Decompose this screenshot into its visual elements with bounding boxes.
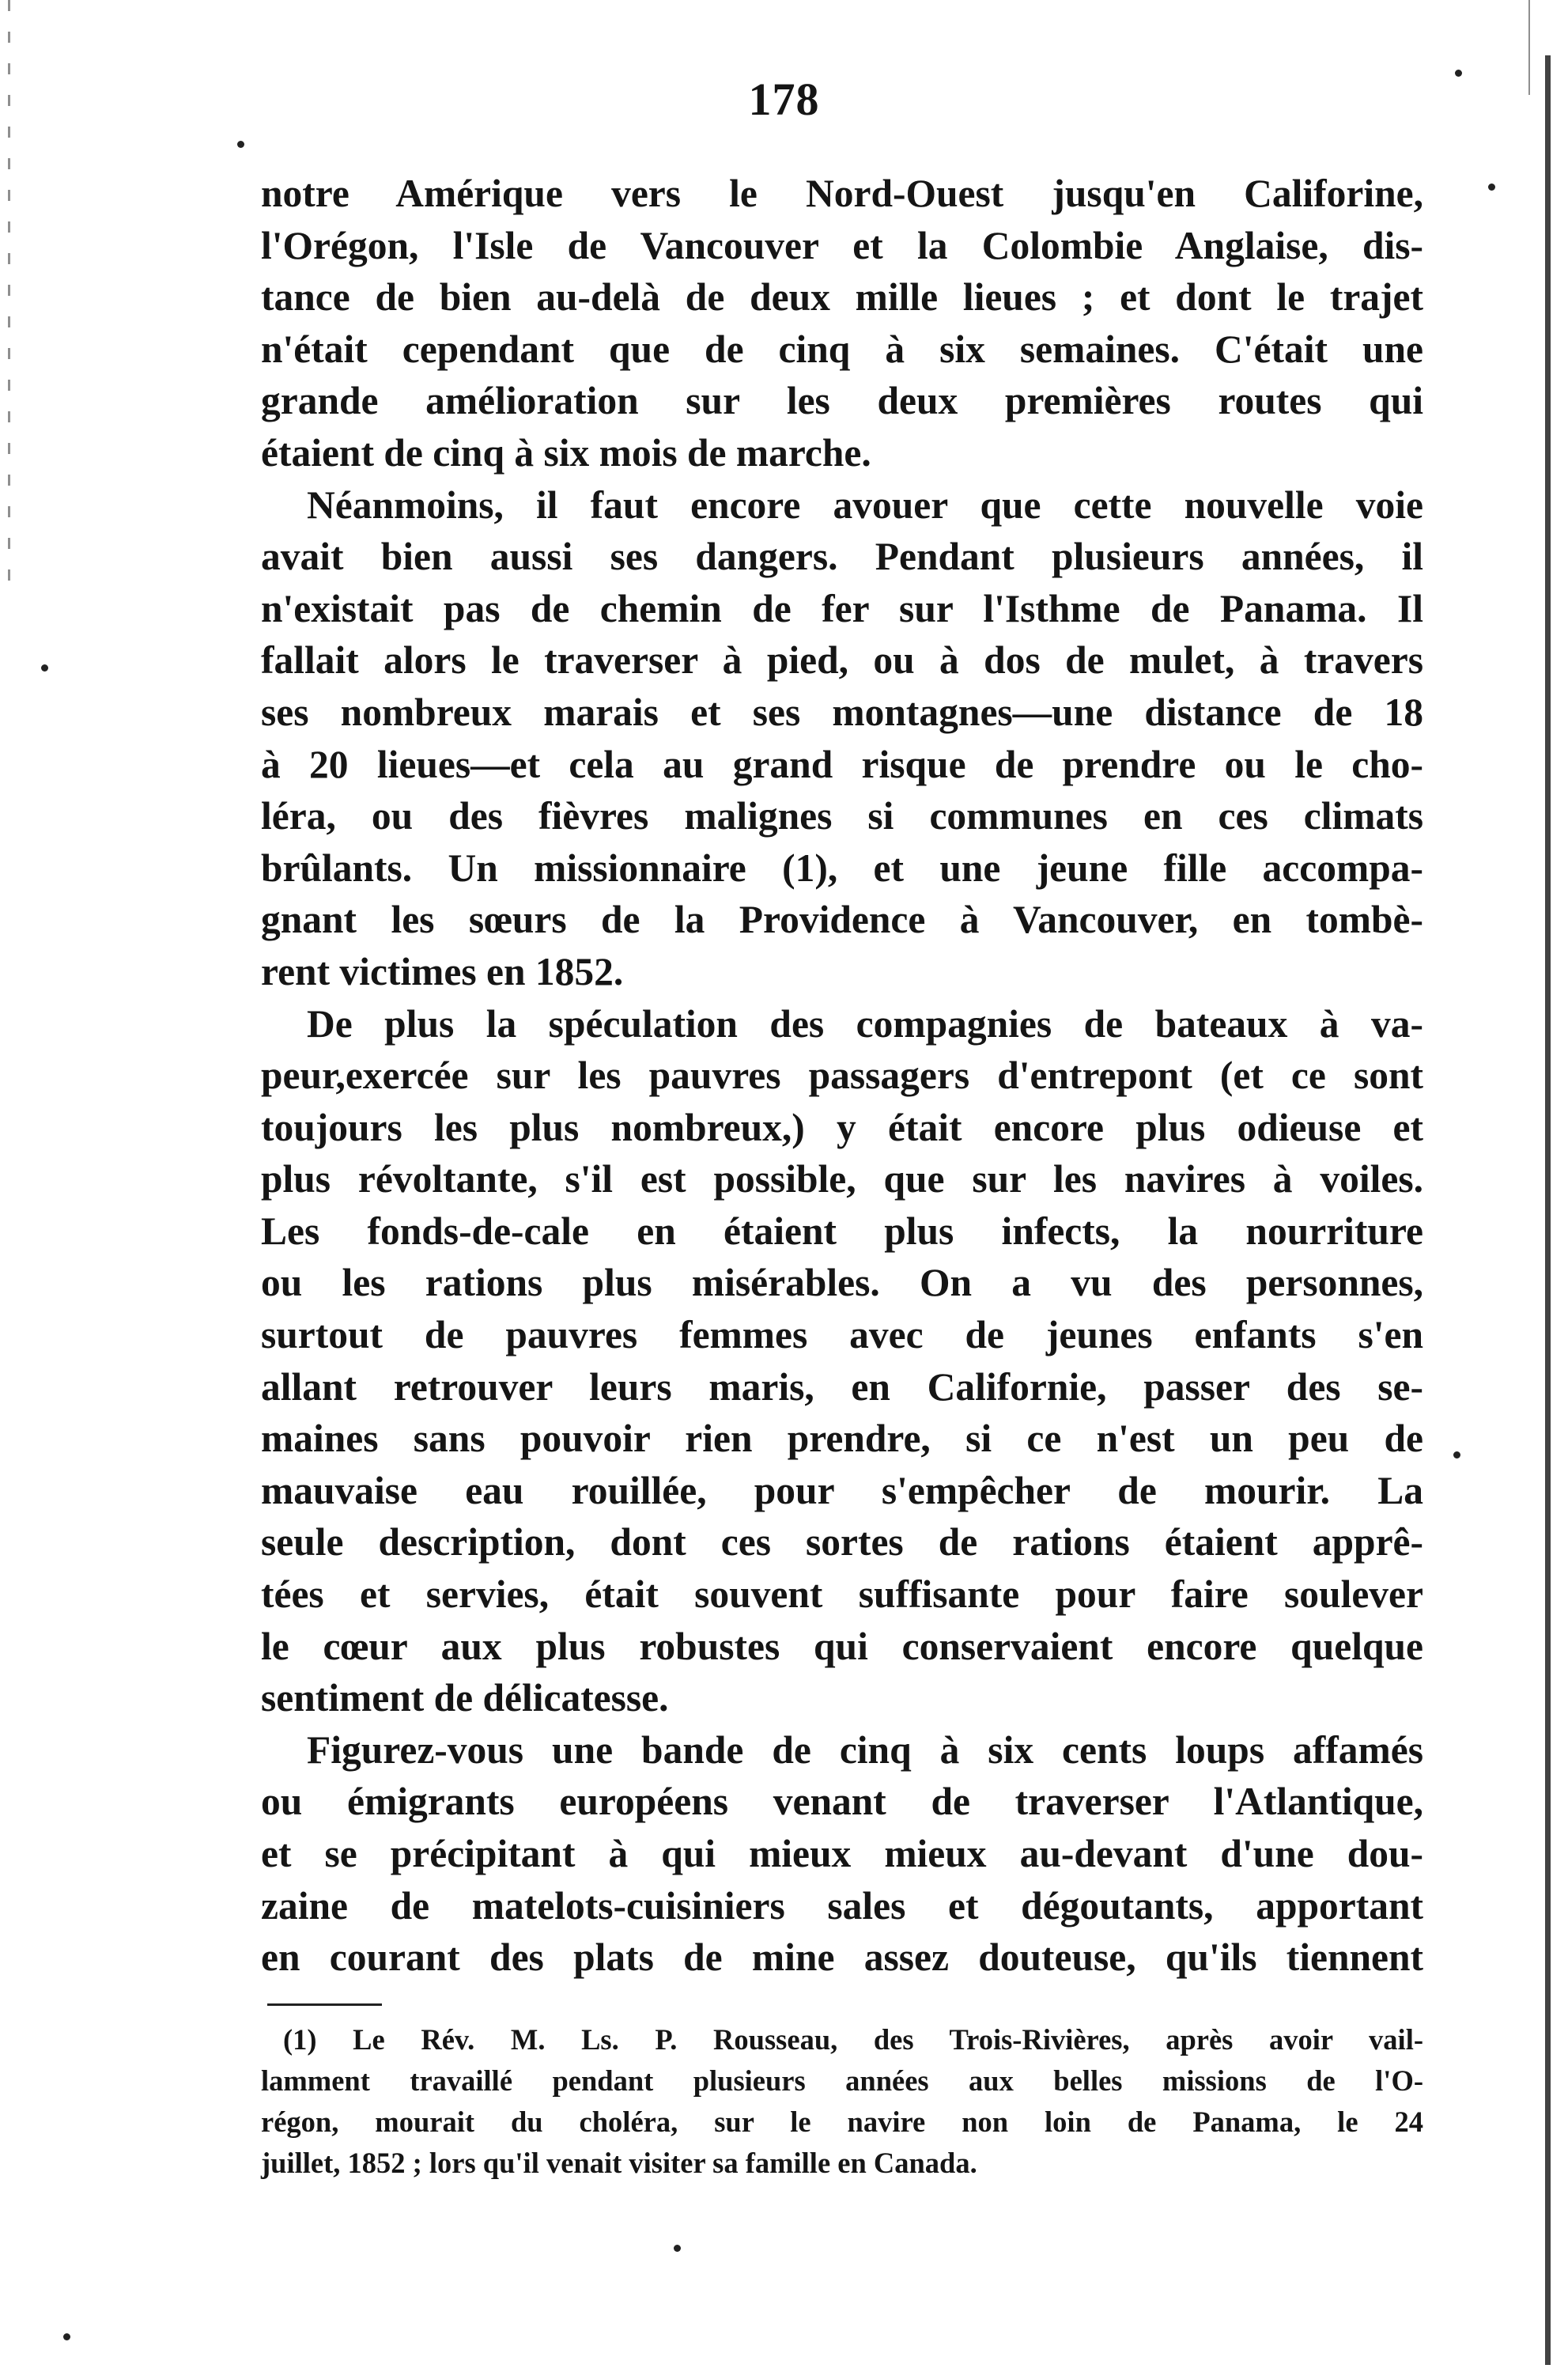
text-line: zaine de matelots-cuisiniers sales et dégoutants, apportant <box>261 1883 1423 1928</box>
ink-speck <box>674 2245 681 2252</box>
text-line: toujours les plus nombreux,) y était encore plus odieuse et <box>261 1105 1423 1149</box>
text-line: en courant des plats de mine assez douteuse, qu'ils tiennent <box>261 1935 1423 1980</box>
text-line: fallait alors le traverser à pied, ou à dos de mulet, à travers <box>261 638 1423 683</box>
text-line: mauvaise eau rouillée, pour s'empêcher de mourir. La <box>261 1468 1423 1512</box>
text-line: léra, ou des fièvres malignes si communes en ces climats <box>261 794 1423 838</box>
footnote-line: (1) Le Rév. M. Ls. P. Rousseau, des Trois-Rivières, après avoir vail- <box>283 2023 1423 2056</box>
footnote-line: lamment travaillé pendant plusieurs années aux belles missions de l'O- <box>261 2064 1423 2097</box>
text-line: De plus la spéculation des compagnies de bateaux à va- <box>307 1001 1423 1046</box>
text-line: rent victimes en 1852. <box>261 949 624 993</box>
text-line: Figurez-vous une bande de cinq à six cents loups affamés <box>307 1727 1423 1772</box>
text-line: le cœur aux plus robustes qui conservaient encore quelque <box>261 1624 1423 1668</box>
text-line: notre Amérique vers le Nord-Ouest jusqu'en Califorine, <box>261 172 1423 215</box>
body-text <box>261 168 1423 1984</box>
text-line: allant retrouver leurs maris, en Californie, passer des se- <box>261 1364 1423 1409</box>
text-line: sentiment de délicatesse. <box>261 1676 669 1720</box>
text-line: ses nombreux marais et ses montagnes—une distance de 18 <box>261 690 1423 734</box>
scan-edge-right <box>1545 55 1551 2365</box>
text-line: surtout de pauvres femmes avec de jeunes enfants s'en <box>261 1313 1423 1357</box>
text-line: ou émigrants européens venant de traverser l'Atlantique, <box>261 1780 1423 1824</box>
text-line: seule description, dont ces sortes de rations étaient apprê- <box>261 1520 1423 1564</box>
footnote-line: juillet, 1852 ; lors qu'il venait visiter sa famille en Canada. <box>261 2147 977 2179</box>
text-line: étaient de cinq à six mois de marche. <box>261 430 871 475</box>
ink-speck <box>1455 70 1462 77</box>
ink-speck <box>63 2333 70 2340</box>
ink-speck <box>237 141 244 148</box>
text-line: Les fonds-de-cale en étaient plus infects, la nourriture <box>261 1209 1423 1253</box>
text-line: l'Orégon, l'Isle de Vancouver et la Colombie Anglaise, dis- <box>261 223 1423 267</box>
text-line: peur,exercée sur les pauvres passagers d'entrepont (et ce sont <box>261 1054 1423 1098</box>
text-line: tance de bien au-delà de deux mille lieues ; et dont le trajet <box>261 275 1423 320</box>
text-line: brûlants. Un missionnaire (1), et une jeune fille accompa- <box>261 846 1423 890</box>
text-line: ou les rations plus misérables. On a vu des personnes, <box>261 1261 1423 1305</box>
text-line: n'était cependant que de cinq à six semaines. C'était une <box>261 327 1423 371</box>
footnotes <box>261 2019 1423 2184</box>
footnote-rule <box>267 2003 382 2006</box>
text-line: maines sans pouvoir rien prendre, si ce n'est un peu de <box>261 1417 1423 1461</box>
text-line: plus révoltante, s'il est possible, que sur les navires à voiles. <box>261 1157 1423 1201</box>
footnote-line: régon, mourait du choléra, sur le navire non loin de Panama, le 24 <box>261 2105 1423 2138</box>
text-line: et se précipitant à qui mieux mieux au-devant d'une dou- <box>261 1832 1423 1875</box>
text-line: tées et servies, était souvent suffisante pour faire soulever <box>261 1572 1423 1617</box>
ink-speck <box>41 664 48 672</box>
ink-speck <box>1488 183 1495 191</box>
text-line: n'existait pas de chemin de fer sur l'Isthme de Panama. Il <box>261 586 1423 630</box>
text-line: grande amélioration sur les deux premières routes qui <box>261 379 1423 423</box>
ink-speck <box>1453 1451 1460 1459</box>
text-line: Néanmoins, il faut encore avouer que cette nouvelle voie <box>307 482 1423 527</box>
text-line: gnant les sœurs de la Providence à Vancouver, en tombè- <box>261 898 1423 942</box>
page-number: 178 <box>748 74 820 125</box>
text-line: avait bien aussi ses dangers. Pendant plusieurs années, il <box>261 535 1423 579</box>
text-line: à 20 lieues—et cela au grand risque de prendre ou le cho- <box>261 742 1423 786</box>
